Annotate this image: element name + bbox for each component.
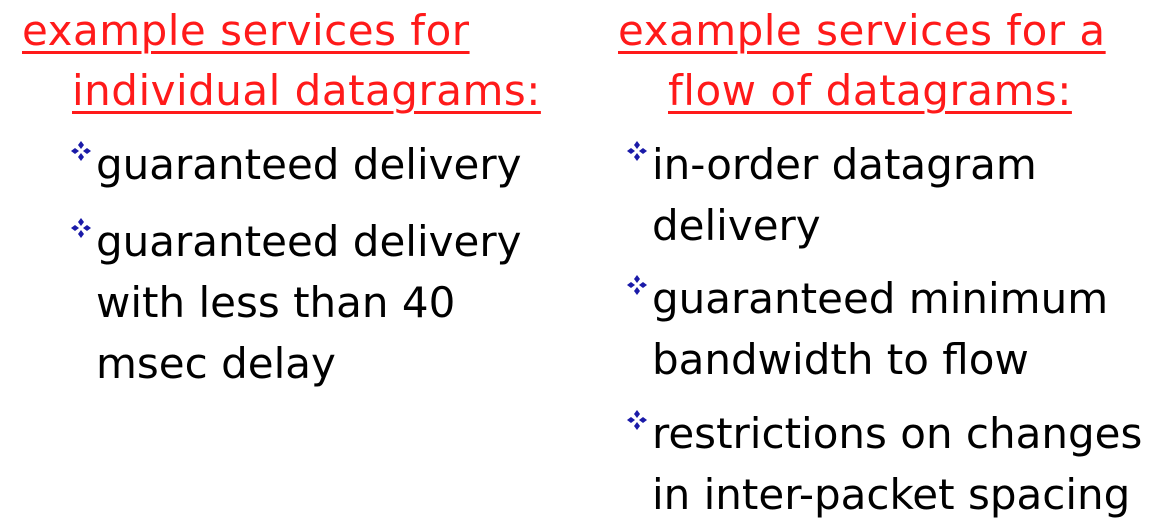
diamond-bullet-icon	[70, 217, 92, 239]
right-bullet-2-line-2: bandwidth to flow	[652, 335, 1029, 384]
left-bullet-2-line-2: with less than 40	[96, 278, 456, 327]
right-bullet-2	[652, 268, 1108, 390]
right-bullet-2-line-1: guaranteed minimum	[652, 274, 1109, 323]
diamond-bullet-icon	[70, 140, 92, 162]
right-bullet-1-line-2: delivery	[652, 201, 821, 250]
right-bullet-3	[652, 403, 1142, 525]
right-bullet-3-line-1: restrictions on changes	[652, 409, 1143, 458]
diamond-bullet-icon	[626, 140, 648, 162]
right-bullet-1-line-1: in-order datagram	[652, 140, 1037, 189]
diamond-bullet-icon	[626, 409, 648, 431]
diamond-bullet-icon	[626, 274, 648, 296]
left-bullet-1-line-1: guaranteed delivery	[96, 140, 522, 189]
left-heading-line-1: example services for	[22, 6, 470, 55]
right-heading-line-2: flow of datagrams:	[668, 66, 1072, 115]
left-bullet-1	[96, 134, 521, 195]
left-heading-line-2: individual datagrams:	[72, 66, 541, 115]
right-heading-line-1: example services for a	[618, 6, 1106, 55]
left-bullet-2	[96, 211, 521, 394]
left-bullet-2-line-1: guaranteed delivery	[96, 217, 522, 266]
right-bullet-3-line-2: in inter-packet spacing	[652, 470, 1131, 519]
left-bullet-2-line-3: msec delay	[96, 339, 336, 388]
right-bullet-1	[652, 134, 1037, 256]
